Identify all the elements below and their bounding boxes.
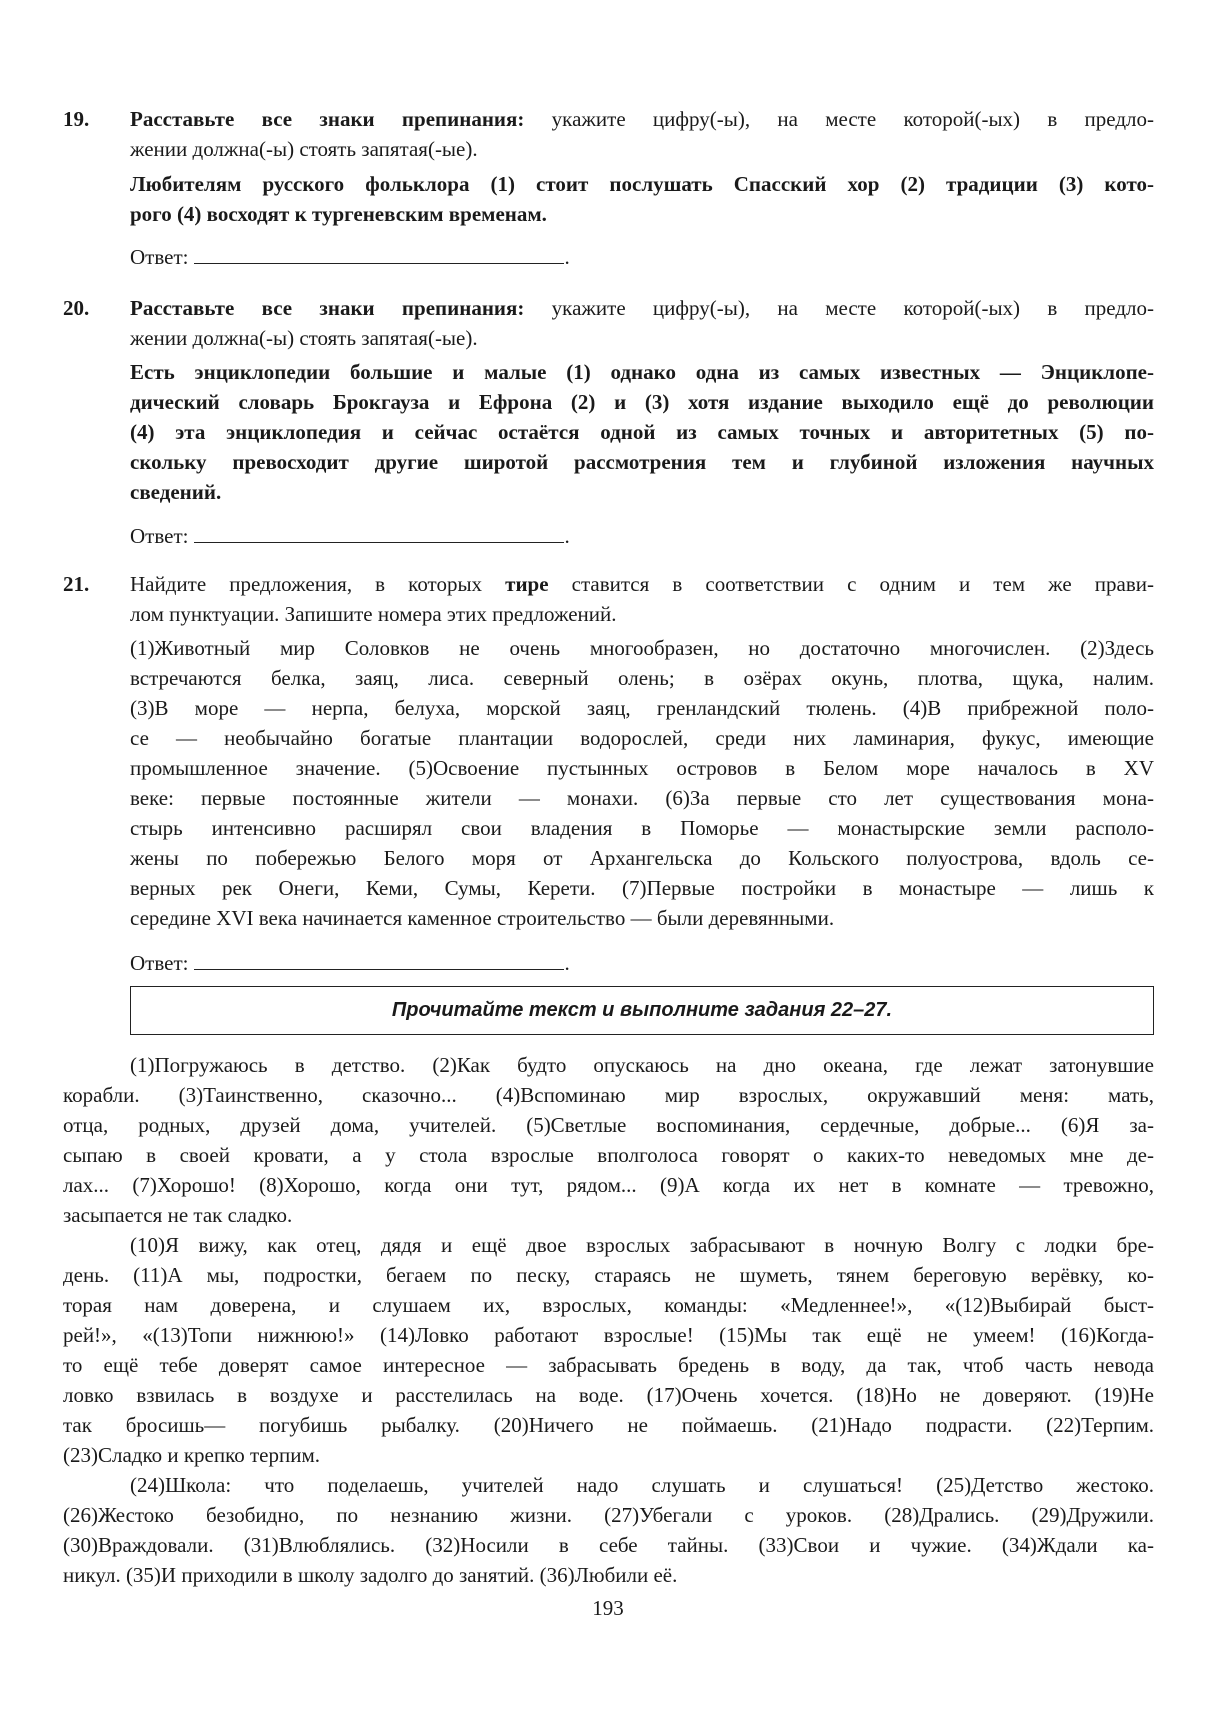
text-line: стырь интенсивно расширял свои владения в Поморье — монастырские земли располо- bbox=[130, 816, 1154, 840]
text-line: жении должна(-ы) стоять запятая(-ые). bbox=[130, 137, 478, 161]
answer-label: Ответ: bbox=[130, 245, 189, 269]
text-paragraph bbox=[63, 1050, 1154, 1230]
text-line: Есть энциклопедии большие и малые (1) однако одна из самых известных — Энциклопе- bbox=[130, 360, 1154, 384]
text-line: лом пунктуации. Запишите номера этих предложений. bbox=[130, 602, 617, 626]
text-segment: Расставьте все знаки препинания: bbox=[130, 107, 525, 131]
text-segment: укажите цифру(-ы), на месте которой(-ых) в предло- bbox=[524, 107, 1154, 131]
text-line: засыпается не так сладко. bbox=[63, 1203, 293, 1227]
answer-input-line[interactable] bbox=[194, 243, 564, 264]
text-line: день. (11)А мы, подростки, бегаем по песку, стараясь не шуметь, тянем береговую верёвку, ко- bbox=[63, 1263, 1154, 1287]
text-line: сыпаю в своей кровати, а у стола взрослые вполголоса говорят о каких-то неведомых мне де- bbox=[63, 1143, 1154, 1167]
task-instruction bbox=[130, 293, 1154, 353]
task-instruction bbox=[130, 104, 1154, 164]
text-line: встречаются белка, заяц, лиса. северный олень; в озёрах окунь, плотва, щука, налим. bbox=[130, 666, 1154, 690]
text-line: верных рек Онеги, Кеми, Сумы, Керети. (7)Первые постройки в монастыре — лишь к bbox=[130, 876, 1154, 900]
answer-input-line[interactable] bbox=[194, 522, 564, 543]
answer-input-line[interactable] bbox=[194, 949, 564, 970]
text-paragraph bbox=[63, 1230, 1154, 1470]
text-segment: тире bbox=[505, 572, 549, 596]
task-sentence bbox=[130, 169, 1154, 229]
answer-dot: . bbox=[564, 245, 570, 269]
text-line: середине XVI века начинается каменное строительство — были деревянными. bbox=[130, 906, 835, 930]
text-line: жены по побережью Белого моря от Архангельска до Кольского полуострова, вдоль се- bbox=[130, 846, 1154, 870]
task-number: 20. bbox=[63, 296, 90, 320]
text-line: торая нам доверена, и слушаем их, взрослых, команды: «Медленнее!», «(12)Выбирай быст- bbox=[63, 1293, 1154, 1317]
text-line: (23)Сладко и крепко терпим. bbox=[63, 1443, 321, 1467]
text-paragraph bbox=[63, 1470, 1154, 1590]
text-line bbox=[130, 293, 1154, 323]
text-segment: Расставьте все знаки препинания: bbox=[130, 296, 525, 320]
text-line: ловко взвилась в воздухе и расстелилась на воде. (17)Очень хочется. (18)Но не доверяют. (19)Не bbox=[63, 1383, 1154, 1407]
text-line: сведений. bbox=[130, 480, 222, 504]
answer-label: Ответ: bbox=[130, 524, 189, 548]
text-segment: Найдите предложения, в которых bbox=[130, 572, 506, 596]
text-line: Любителям русского фольклора (1) стоит послушать Спасский хор (2) традиции (3) кото- bbox=[130, 172, 1154, 196]
answer-dot: . bbox=[564, 951, 570, 975]
text-line: так бросишь— погубишь рыбалку. (20)Ничего не поймаешь. (21)Надо подрасти. (22)Терпим. bbox=[63, 1413, 1154, 1437]
task-instruction bbox=[130, 569, 1154, 629]
text-line: никул. (35)И приходили в школу задолго до занятий. (36)Любили её. bbox=[63, 1563, 678, 1587]
text-line: отца, родных, друзей дома, учителей. (5)Светлые воспоминания, сердечные, добрые... (6)Я за- bbox=[63, 1113, 1154, 1137]
text-line: жении должна(-ы) стоять запятая(-ые). bbox=[130, 326, 478, 350]
reading-instruction-title: Прочитайте текст и выполните задания 22–27. bbox=[391, 999, 893, 1021]
text-line bbox=[130, 104, 1154, 134]
task-sentence bbox=[130, 633, 1154, 933]
page-number: 193 bbox=[592, 1596, 624, 1620]
text-segment: ставится в соответствии с одним и тем же прави- bbox=[548, 572, 1154, 596]
text-line: (3)В море — нерпа, белуха, морской заяц, гренландский тюлень. (4)В прибрежной поло- bbox=[130, 696, 1154, 720]
task-sentence bbox=[130, 357, 1154, 507]
reading-instruction-box bbox=[130, 986, 1154, 1035]
text-line: лах... (7)Хорошо! (8)Хорошо, когда они тут, рядом... (9)А когда их нет в комнате — тревожно, bbox=[63, 1173, 1154, 1197]
text-line: (4) эта энциклопедия и сейчас остаётся одной из самых точных и авторитетных (5) по- bbox=[130, 420, 1154, 444]
task-number: 19. bbox=[63, 107, 90, 131]
text-line bbox=[130, 569, 1154, 599]
text-line: промышленное значение. (5)Освоение пустынных островов в Белом море началось в XV bbox=[130, 756, 1154, 780]
text-line: веке: первые постоянные жители — монахи. (6)За первые сто лет существования мона- bbox=[130, 786, 1154, 810]
text-line: то ещё тебе доверят самое интересное — забрасывать бредень в воду, да так, чтоб часть невода bbox=[63, 1353, 1154, 1377]
text-line: (1)Погружаюсь в детство. (2)Как будто опускаюсь на дно океана, где лежат затонувшие bbox=[130, 1053, 1154, 1077]
text-line: рого (4) восходят к тургеневским временам. bbox=[130, 202, 547, 226]
answer-label: Ответ: bbox=[130, 951, 189, 975]
text-line: (24)Школа: что поделаешь, учителей надо слушать и слушаться! (25)Детство жестоко. bbox=[130, 1473, 1154, 1497]
answer-dot: . bbox=[564, 524, 570, 548]
answer-field[interactable] bbox=[130, 242, 570, 272]
text-line: рей!», «(13)Топи нижнюю!» (14)Ловко работают взрослые! (15)Мы так ещё не умеем! (16)Когда- bbox=[63, 1323, 1154, 1347]
text-line: (10)Я вижу, как отец, дядя и ещё двое взрослых забрасывают в ночную Волгу с лодки бре- bbox=[130, 1233, 1154, 1257]
answer-field[interactable] bbox=[130, 521, 570, 551]
text-line: дический словарь Брокгауза и Ефрона (2) и (3) хотя издание выходило ещё до революции bbox=[130, 390, 1154, 414]
task-number: 21. bbox=[63, 572, 90, 596]
text-line: се — необычайно богатые плантации водорослей, среди них ламинария, фукус, имеющие bbox=[130, 726, 1154, 750]
answer-field[interactable] bbox=[130, 948, 570, 978]
text-line: (1)Животный мир Соловков не очень многообразен, но достаточно многочислен. (2)Здесь bbox=[130, 636, 1154, 660]
text-line: скольку превосходит другие широтой рассмотрения тем и глубиной изложения научных bbox=[130, 450, 1154, 474]
text-line: корабли. (3)Таинственно, сказочно... (4)Вспоминаю мир взрослых, окружавший меня: мать, bbox=[63, 1083, 1154, 1107]
text-line: (26)Жестоко безобидно, по незнанию жизни. (27)Убегали с уроков. (28)Дрались. (29)Дружили. bbox=[63, 1503, 1154, 1527]
text-line: (30)Враждовали. (31)Влюблялись. (32)Носили в себе тайны. (33)Свои и чужие. (34)Ждали ка- bbox=[63, 1533, 1154, 1557]
text-segment: укажите цифру(-ы), на месте которой(-ых) в предло- bbox=[524, 296, 1154, 320]
